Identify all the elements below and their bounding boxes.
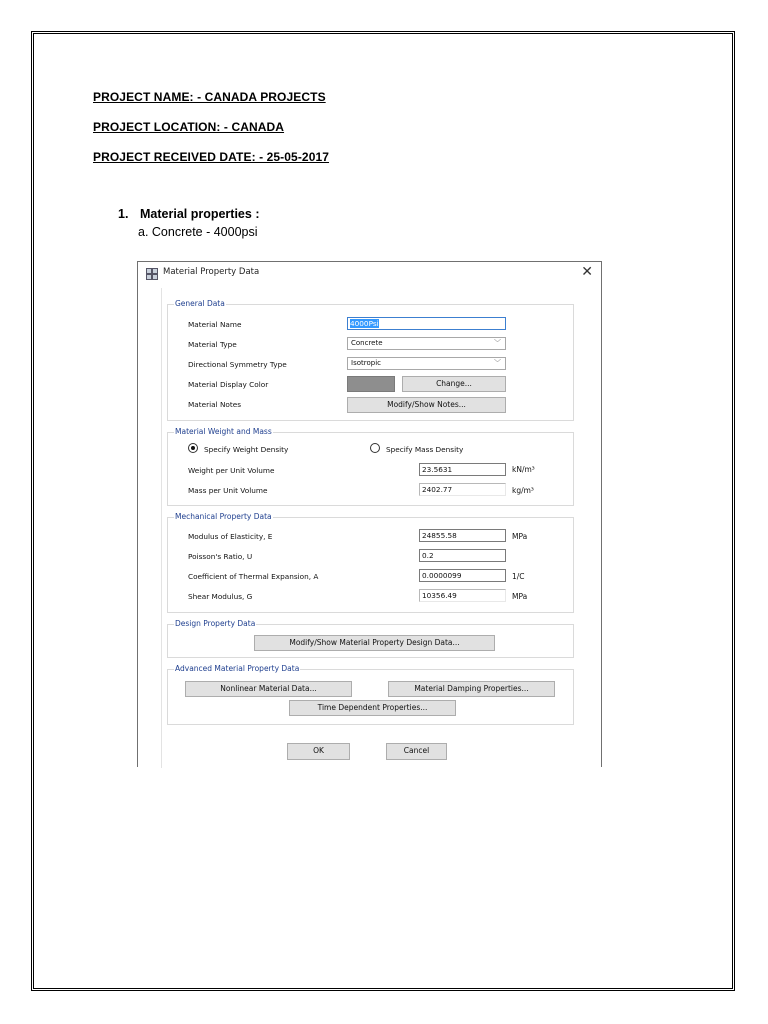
material-type-label: Material Type bbox=[188, 340, 237, 349]
mass-per-volume-input[interactable]: 2402.77 bbox=[419, 483, 506, 496]
symmetry-type-dropdown[interactable]: Isotropic ﹀ bbox=[347, 357, 506, 370]
modulus-input[interactable]: 24855.58 bbox=[419, 529, 506, 542]
thermal-unit: 1/C bbox=[512, 572, 525, 581]
damping-properties-button[interactable]: Material Damping Properties... bbox=[388, 681, 555, 697]
modify-notes-button[interactable]: Modify/Show Notes... bbox=[347, 397, 506, 413]
design-property-title: Design Property Data bbox=[175, 619, 256, 628]
section-title: Material properties : bbox=[140, 207, 260, 221]
shear-modulus-label: Shear Modulus, G bbox=[188, 592, 253, 601]
shear-modulus-unit: MPa bbox=[512, 592, 528, 601]
general-data-title: General Data bbox=[175, 299, 225, 308]
dialog-title: Material Property Data bbox=[163, 267, 260, 277]
chevron-down-icon: ﹀ bbox=[494, 339, 501, 347]
mechanical-property-title: Mechanical Property Data bbox=[175, 512, 272, 521]
material-name-label: Material Name bbox=[188, 320, 242, 329]
mass-density-radio[interactable] bbox=[370, 443, 380, 453]
weight-per-volume-label: Weight per Unit Volume bbox=[188, 466, 275, 475]
design-property-group bbox=[167, 619, 574, 658]
section-number: 1. bbox=[118, 207, 129, 221]
material-type-dropdown[interactable]: Concrete ﹀ bbox=[347, 337, 506, 350]
change-color-button[interactable]: Change... bbox=[402, 376, 506, 392]
project-location-heading: PROJECT LOCATION: - CANADA bbox=[93, 120, 285, 134]
chevron-down-icon: ﹀ bbox=[494, 359, 501, 367]
weight-density-radio[interactable] bbox=[188, 443, 198, 453]
dialog-titlebar bbox=[138, 262, 601, 284]
display-color-swatch bbox=[347, 376, 395, 392]
symmetry-type-label: Directional Symmetry Type bbox=[188, 360, 287, 369]
thermal-expansion-label: Coefficient of Thermal Expansion, A bbox=[188, 572, 319, 581]
mass-density-radio-label: Specify Mass Density bbox=[386, 445, 464, 454]
weight-density-radio-label: Specify Weight Density bbox=[204, 445, 289, 454]
thermal-expansion-input[interactable]: 0.0000099 bbox=[419, 569, 506, 582]
material-property-dialog bbox=[137, 261, 602, 767]
design-data-button[interactable]: Modify/Show Material Property Design Data... bbox=[254, 635, 495, 651]
material-name-input[interactable]: 4000Psi bbox=[347, 317, 506, 330]
material-notes-label: Material Notes bbox=[188, 400, 242, 409]
ok-button[interactable]: OK bbox=[287, 743, 350, 760]
shear-modulus-input[interactable]: 10356.49 bbox=[419, 589, 506, 602]
nonlinear-data-button[interactable]: Nonlinear Material Data... bbox=[185, 681, 352, 697]
dialog-divider bbox=[161, 288, 162, 768]
mechanical-property-group bbox=[167, 512, 574, 613]
poisson-input[interactable]: 0.2 bbox=[419, 549, 506, 562]
time-dependent-button[interactable]: Time Dependent Properties... bbox=[289, 700, 456, 716]
mass-per-volume-label: Mass per Unit Volume bbox=[188, 486, 268, 495]
weight-unit: kN/m³ bbox=[512, 465, 535, 474]
app-icon bbox=[146, 268, 158, 280]
mass-unit: kg/m³ bbox=[512, 486, 534, 495]
section-subitem: a. Concrete - 4000psi bbox=[138, 225, 258, 239]
close-icon[interactable]: ✕ bbox=[581, 264, 593, 280]
poisson-label: Poisson's Ratio, U bbox=[188, 552, 253, 561]
advanced-property-title: Advanced Material Property Data bbox=[175, 664, 300, 673]
modulus-label: Modulus of Elasticity, E bbox=[188, 532, 273, 541]
project-name-heading: PROJECT NAME: - CANADA PROJECTS bbox=[93, 90, 326, 104]
weight-per-volume-input[interactable]: 23.5631 bbox=[419, 463, 506, 476]
weight-mass-title: Material Weight and Mass bbox=[175, 427, 272, 436]
weight-mass-group bbox=[167, 427, 574, 506]
cancel-button[interactable]: Cancel bbox=[386, 743, 447, 760]
modulus-unit: MPa bbox=[512, 532, 528, 541]
general-data-group bbox=[167, 299, 574, 421]
project-received-date-heading: PROJECT RECEIVED DATE: - 25-05-2017 bbox=[93, 150, 330, 164]
advanced-property-group bbox=[167, 664, 574, 725]
display-color-label: Material Display Color bbox=[188, 380, 269, 389]
